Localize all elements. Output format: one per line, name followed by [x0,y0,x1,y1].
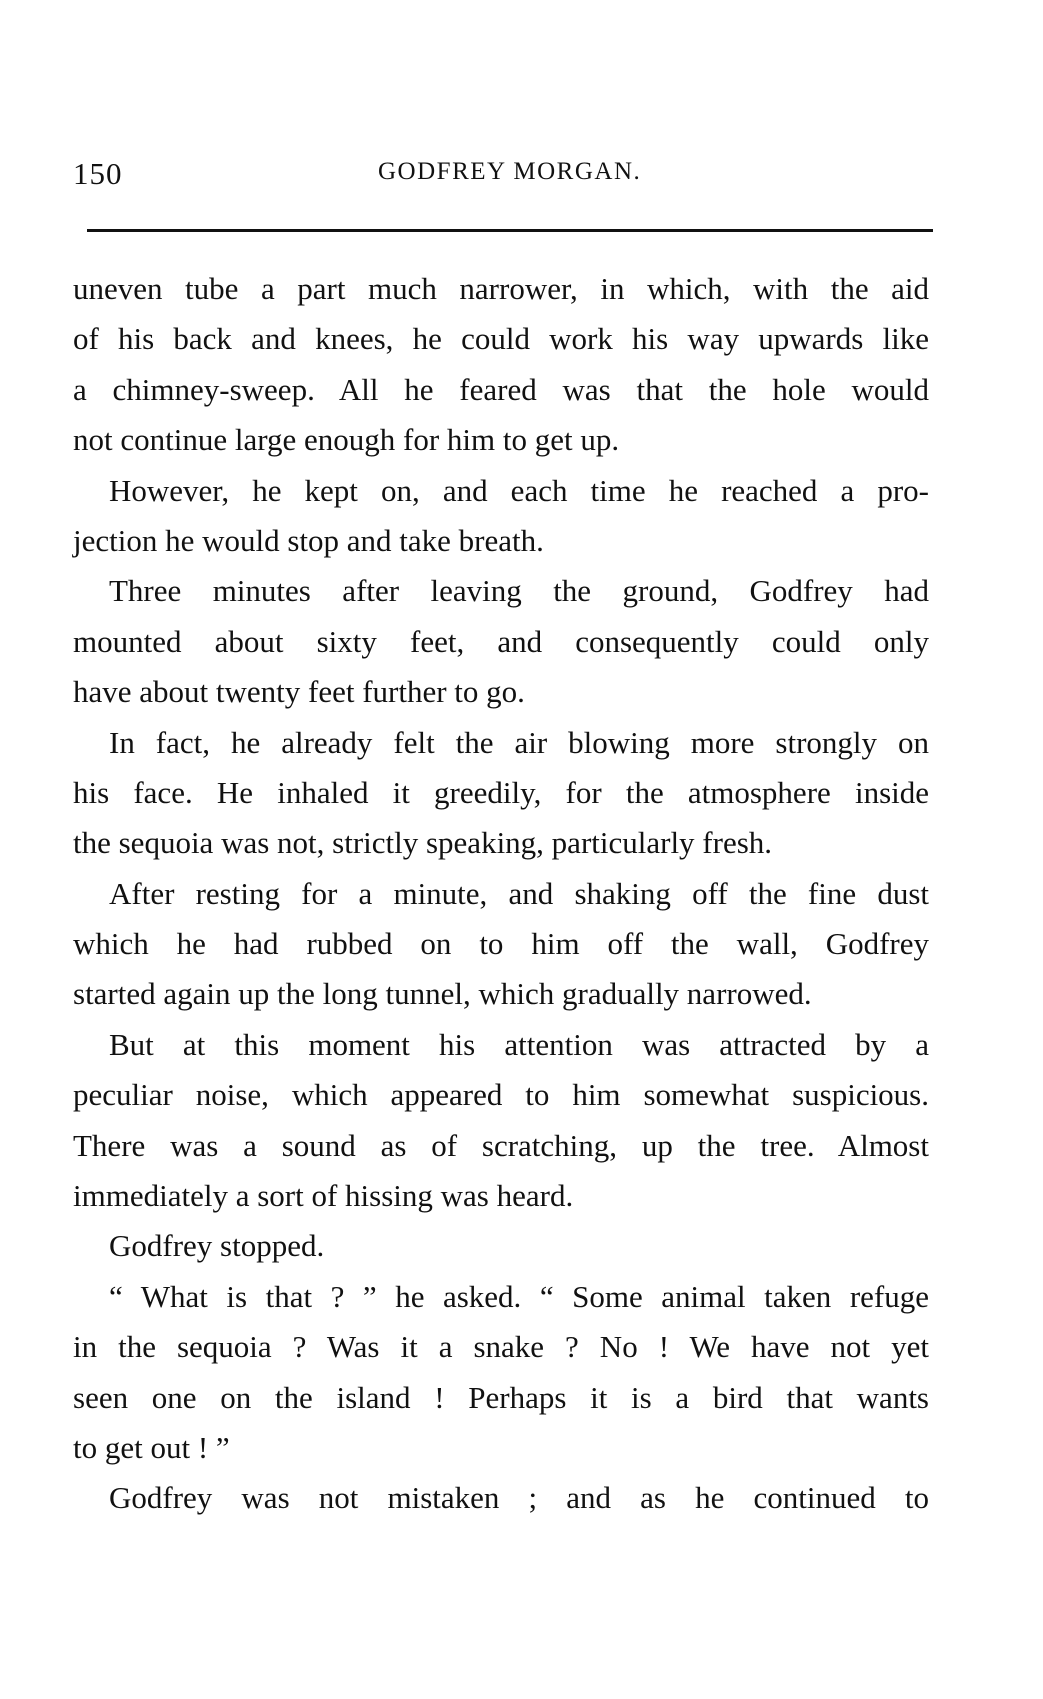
text-line: peculiar noise, which appeared to him somewhat suspicious. [73,1077,929,1113]
text-line: the sequoia was not, strictly speaking, particularly fresh. [73,825,773,861]
text-line: “ What is that ? ” he asked. “ Some animal taken refuge [109,1278,929,1314]
text-line: After resting for a minute, and shaking off the fine dust [109,875,929,911]
text-line: his face. He inhaled it greedily, for the atmosphere inside [73,774,929,810]
text-line: not continue large enough for him to get up. [73,422,620,458]
running-title: GODFREY MORGAN. [378,158,642,185]
text-line: which he had rubbed on to him off the wall, Godfrey [73,926,929,962]
text-line: of his back and knees, he could work his way upwards like [73,321,929,357]
body-text [73,264,929,1524]
text-line: a chimney-sweep. All he feared was that the hole would [73,371,929,407]
text-line: But at this moment his attention was attracted by a [109,1026,929,1062]
page-number: 150 [73,156,123,191]
text-line: Three minutes after leaving the ground, Godfrey had [109,573,929,609]
text-line: Godfrey stopped. [109,1228,325,1264]
text-line: There was a sound as of scratching, up the tree. Almost [73,1127,929,1163]
text-line: seen one on the island ! Perhaps it is a bird that wants [73,1379,929,1415]
text-line: in the sequoia ? Was it a snake ? No ! We have not yet [73,1329,929,1365]
text-line: have about twenty feet further to go. [73,674,525,710]
text-line: uneven tube a part much narrower, in which, with the aid [73,271,929,306]
text-line: immediately a sort of hissing was heard. [73,1178,574,1214]
text-line: However, he kept on, and each time he reached a pro- [109,472,929,508]
text-line: jection he would stop and take breath. [73,522,544,558]
text-line: In fact, he already felt the air blowing more strongly on [109,724,929,760]
text-line: mounted about sixty feet, and consequently could only [73,623,929,659]
header-rule [73,229,933,232]
text-line: Godfrey was not mistaken ; and as he continued to [109,1480,929,1516]
page-header [73,156,933,196]
text-line: to get out ! ” [73,1429,230,1465]
text-line: started again up the long tunnel, which gradually narrowed. [73,976,812,1012]
